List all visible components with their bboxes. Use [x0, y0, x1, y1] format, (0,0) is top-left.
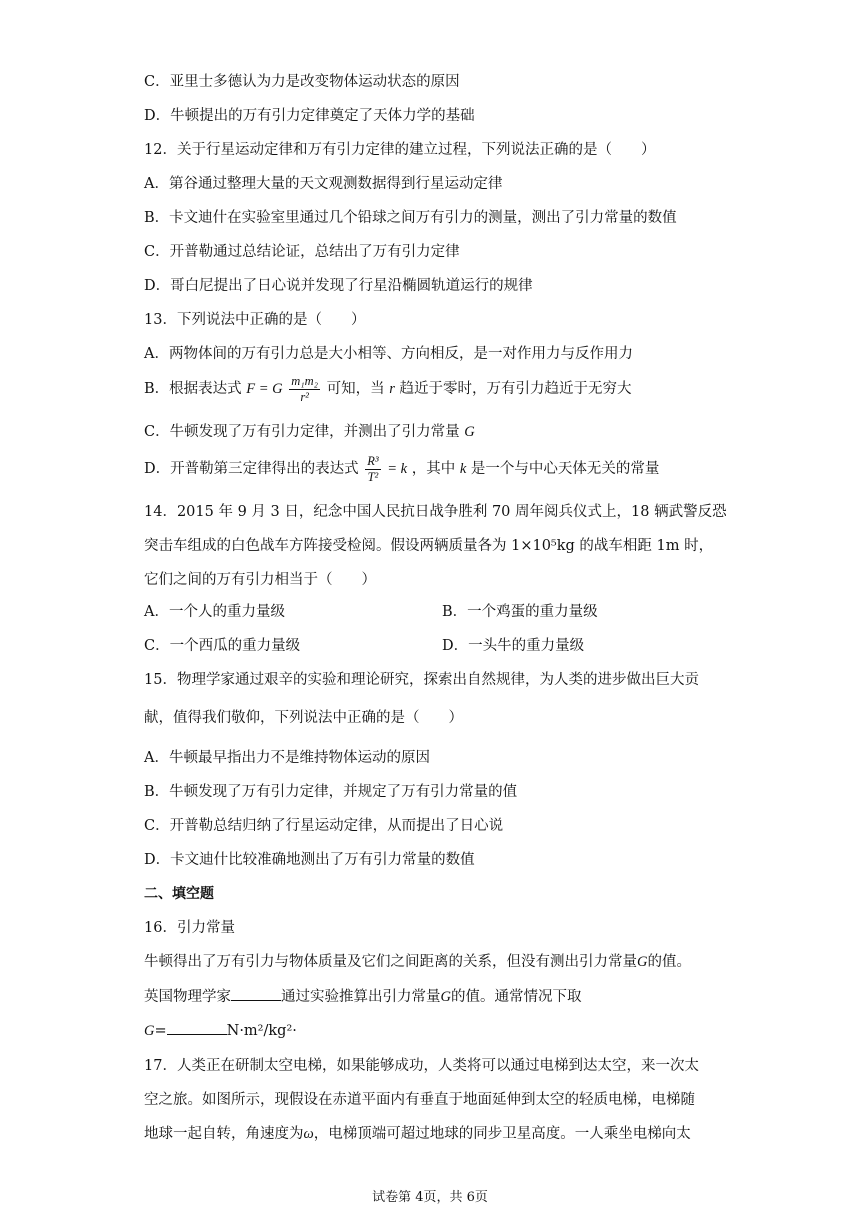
- q16-line3-eq: =: [154, 1023, 167, 1039]
- q16-blank-value[interactable]: [167, 1020, 227, 1035]
- q12-option-a: A．第谷通过整理大量的天文观测数据得到行星运动定律: [144, 176, 503, 192]
- q13-d-prefix: D．开普勒第三定律得出的表达式: [144, 461, 359, 477]
- q17-line3-text-a: 地球一起自转，角速度为: [144, 1126, 304, 1142]
- q16-blank-scientist[interactable]: [231, 986, 281, 1001]
- q13-b-denominator: r²: [300, 389, 309, 404]
- q13-d-numerator: R³: [367, 453, 379, 468]
- q16-line3-unit: N·m²/kg²·: [226, 1023, 297, 1039]
- q15-line-2: 献，值得我们敬仰，下列说法中正确的是（ ）: [144, 710, 463, 726]
- q16-line2-text-b: 通过实验推算出引力常量: [281, 989, 441, 1005]
- q13-b-suffix1: 可知，当: [326, 381, 385, 397]
- q13-d-fraction: [365, 454, 380, 485]
- q15-line-1: 15．物理学家通过艰辛的实验和理论研究，探索出自然规律，为人类的进步做出巨大贡: [144, 672, 699, 688]
- q13-option-b: [144, 372, 631, 406]
- q16-line2-text-a: 英国物理学家: [144, 989, 231, 1005]
- q13-d-suffix: 是一个与中心天体无关的常量: [470, 461, 660, 477]
- q13-c-prefix: C．牛顿发现了万有引力定律，并测出了引力常量: [144, 424, 460, 440]
- q13-d-mid: ，其中: [411, 461, 456, 477]
- q14-option-b: B．一个鸡蛋的重力量级: [442, 604, 598, 620]
- q12-stem: 12．关于行星运动定律和万有引力定律的建立过程，下列说法正确的是（ ）: [144, 142, 656, 158]
- q14-option-c: C．一个西瓜的重力量级: [144, 638, 301, 654]
- q17-line3-var: ω: [303, 1126, 314, 1142]
- q16-title: 16．引力常量: [144, 920, 235, 936]
- q16-line-2: [144, 986, 581, 1007]
- q16-line1-text-a: 牛顿得出了万有引力与物体质量及它们之间距离的关系，但没有测出引力常量: [144, 954, 637, 970]
- q14-option-d: D．一头牛的重力量级: [442, 638, 585, 654]
- q17-line-2: 空之旅。如图所示，现假设在赤道平面内有垂直于地面延伸到太空的轻质电梯，电梯随: [144, 1092, 695, 1108]
- q15-option-c: C．开普勒总结归纳了行星运动定律，从而提出了日心说: [144, 818, 504, 834]
- q13-d-rhs: = k: [387, 461, 408, 477]
- q13-option-d: [144, 452, 659, 486]
- section-heading: 二、填空题: [144, 886, 214, 902]
- q16-line-3: [144, 1020, 297, 1041]
- q14-line-2: 突击车组成的白色战车方阵接受检阅。假设两辆质量各为 1×10⁵kg 的战车相距 1m 时，: [144, 538, 714, 554]
- q13-b-numerator: m₁m₂: [291, 373, 318, 388]
- q12-option-d: D．哥白尼提出了日心说并发现了行星沿椭圆轨道运行的规律: [144, 278, 533, 294]
- q16-line1-text-b: 的值。: [647, 954, 691, 970]
- q14-line-1: 14．2015 年 9 月 3 日，纪念中国人民抗日战争胜利 70 周年阅兵仪式上，18 辆武警反恐: [144, 504, 727, 520]
- q16-line1-var: G: [637, 954, 648, 970]
- q13-d-var: k: [459, 461, 467, 477]
- q17-line-1: 17．人类正在研制太空电梯，如果能够成功，人类将可以通过电梯到达太空，来一次太: [144, 1058, 699, 1074]
- q11-option-c: C．亚里士多德认为力是改变物体运动状态的原因: [144, 74, 460, 90]
- q12-option-c: C．开普勒通过总结论证，总结出了万有引力定律: [144, 244, 460, 260]
- q13-b-fraction: [289, 374, 320, 405]
- q16-line-1: [144, 952, 691, 972]
- q11-option-d: D．牛顿提出的万有引力定律奠定了天体力学的基础: [144, 108, 475, 124]
- page-footer: 试卷第 4页，共 6页: [372, 1190, 488, 1205]
- q17-line3-text-b: ，电梯顶端可超过地球的同步卫星高度。一人乘坐电梯向太: [313, 1126, 691, 1142]
- q15-option-a: A．牛顿最早指出力不是维持物体运动的原因: [144, 750, 430, 766]
- q14-option-a: A．一个人的重力量级: [144, 604, 285, 620]
- q15-option-d: D．卡文迪什比较准确地测出了万有引力常量的数值: [144, 852, 475, 868]
- q13-option-a: A．两物体间的万有引力总是大小相等、方向相反，是一对作用力与反作用力: [144, 346, 633, 362]
- q16-line3-var: G: [144, 1023, 155, 1039]
- q15-option-b: B．牛顿发现了万有引力定律，并规定了万有引力常量的值: [144, 784, 518, 800]
- q13-b-lhs: F = G: [246, 381, 283, 397]
- q13-b-prefix: B．根据表达式: [144, 381, 242, 397]
- q13-stem: 13．下列说法中正确的是（ ）: [144, 312, 366, 328]
- q13-d-denominator: T²: [367, 469, 379, 484]
- q13-b-suffix2: 趋近于零时，万有引力趋近于无穷大: [399, 381, 632, 397]
- q17-line-3: [144, 1124, 691, 1144]
- q16-line2-var: G: [440, 989, 451, 1005]
- q13-c-var: G: [464, 424, 475, 440]
- q13-option-c: [144, 422, 475, 442]
- q12-option-b: B．卡文迪什在实验室里通过几个铅球之间万有引力的测量，测出了引力常量的数值: [144, 210, 677, 226]
- q13-b-var: r: [389, 381, 395, 397]
- q16-line2-text-c: 的值。通常情况下取: [450, 989, 582, 1005]
- q14-line-3: 它们之间的万有引力相当于（ ）: [144, 572, 376, 588]
